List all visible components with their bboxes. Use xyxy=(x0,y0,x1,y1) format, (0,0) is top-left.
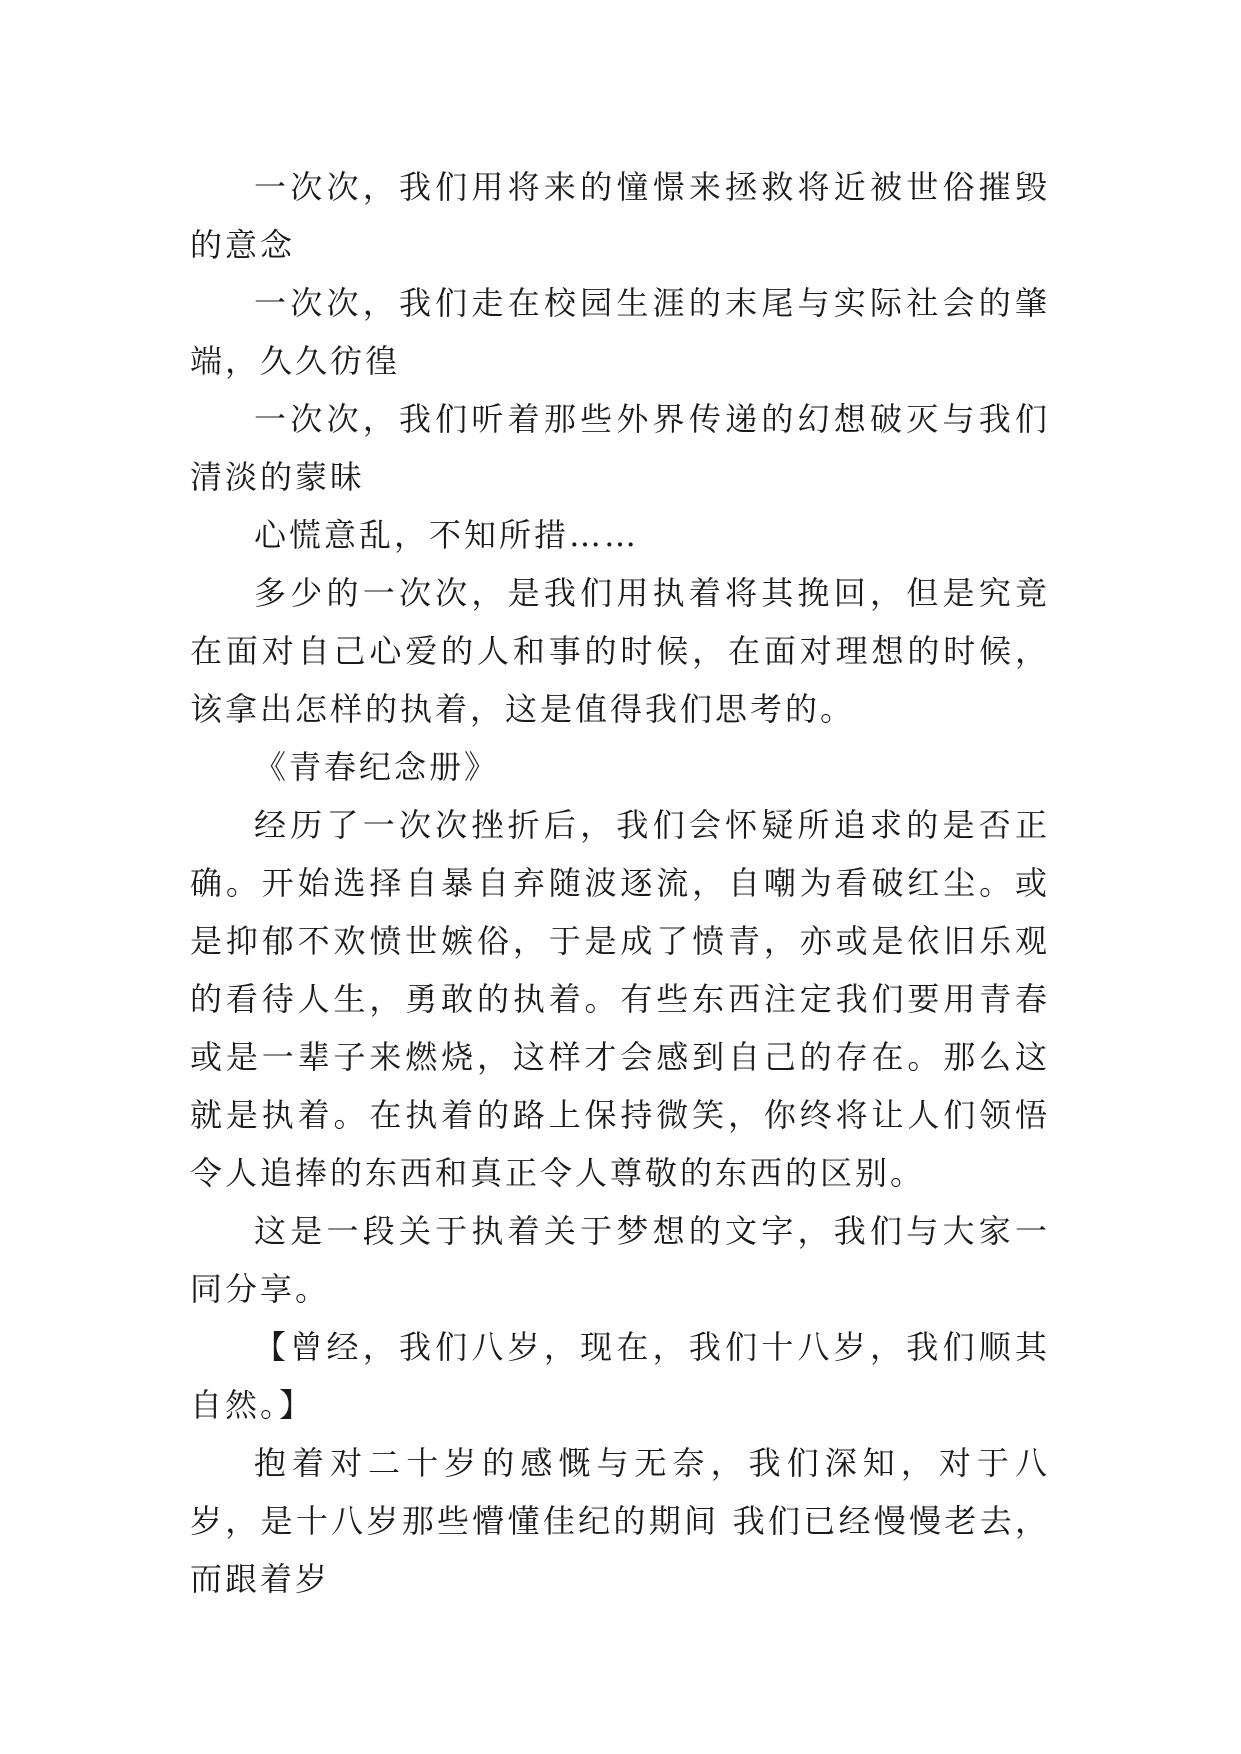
paragraph-3: 一次次，我们听着那些外界传递的幻想破灭与我们清淡的蒙昧 xyxy=(190,400,1050,496)
paragraph-8: 【曾经，我们八岁，现在，我们十八岁，我们顺其自然。】 xyxy=(190,1328,1050,1424)
paragraph-9: 抱着对二十岁的感慨与无奈，我们深知，对于八岁，是十八岁那些懵懂佳纪的期间 我们已经慢慢老去，而跟着岁 xyxy=(190,1444,1050,1598)
paragraph-6: 经历了一次次挫折后，我们会怀疑所追求的是否正确。开始选择自暴自弃随波逐流，自嘲为看破红尘。或是抑郁不欢愤世嫉俗，于是成了愤青，亦或是依旧乐观的看待人生，勇敢的执着。有些东西注定我们要用青春或是一辈子来燃烧，这样才会感到自己的存在。那么这就是执着。在执着的路上保持微笑，你终将让人们领悟令人追捧的东西和真正令人尊敬的东西的区别。 xyxy=(190,806,1050,1192)
paragraph-5: 多少的一次次，是我们用执着将其挽回，但是究竟在面对自己心爱的人和事的时候，在面对理想的时候，该拿出怎样的执着，这是值得我们思考的。 xyxy=(190,574,1050,728)
paragraph-title-qingchun: 《青春纪念册》 xyxy=(254,748,500,786)
paragraph-7: 这是一段关于执着关于梦想的文字，我们与大家一同分享。 xyxy=(190,1212,1050,1308)
document-body xyxy=(190,158,1050,1608)
paragraph-1: 一次次，我们用将来的憧憬来拯救将近被世俗摧毁的意念 xyxy=(190,168,1050,264)
paragraph-2: 一次次，我们走在校园生涯的末尾与实际社会的肇端，久久彷徨 xyxy=(190,284,1050,380)
paragraph-4: 心慌意乱，不知所措…… xyxy=(254,516,640,554)
